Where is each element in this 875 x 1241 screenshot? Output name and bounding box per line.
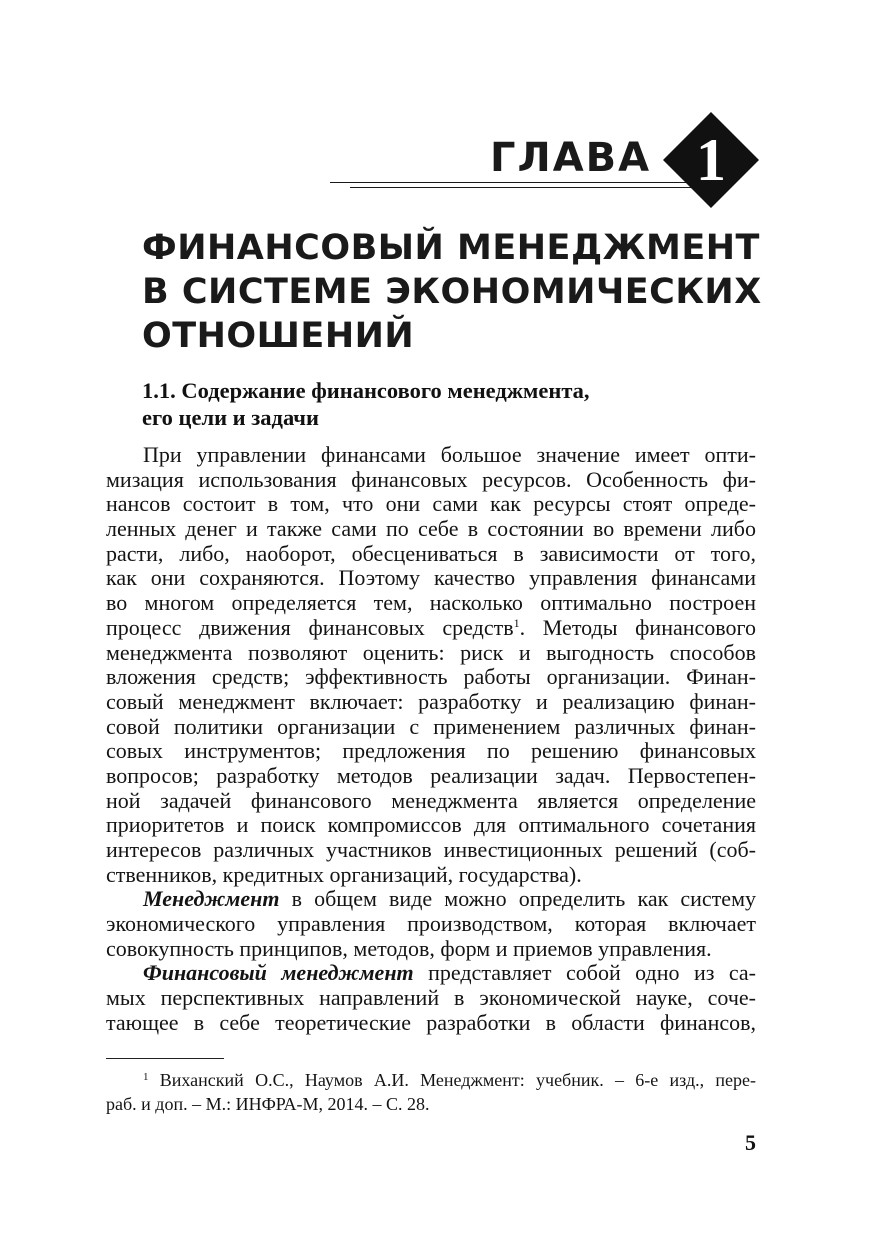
page-number: 5 xyxy=(745,1130,756,1155)
chapter-number-badge xyxy=(663,112,759,208)
text-line: интересов различных участников инвестиционных решений (соб- xyxy=(106,837,756,862)
chapter-rule xyxy=(330,182,700,183)
text-line: ной задачей финансового менеджмента является определение xyxy=(106,787,756,813)
text-segment: в общем виде можно определить как систему xyxy=(279,886,756,912)
text-line: мизация использования финансовых ресурсов. Особенность фи- xyxy=(106,466,756,492)
text-line: экономического управления производством, которая включает xyxy=(106,911,756,937)
chapter-rule xyxy=(350,187,698,188)
text-line: При управлении финансами большое значение имеет опти- xyxy=(143,442,756,467)
text-line: нансов состоит в том, что они сами как ресурсы стоят опреде- xyxy=(106,491,756,517)
footnote-mark: 1 xyxy=(143,1071,149,1083)
text-segment: представляет собой одно из са- xyxy=(413,960,756,986)
footnote-divider xyxy=(106,1058,224,1059)
section-heading-line: 1.1. Содержание финансового менеджмента, xyxy=(142,378,590,403)
footnote-line xyxy=(106,1068,756,1092)
text-line: во многом определяется тем, насколько оптимально построен xyxy=(106,590,756,616)
chapter-label: ГЛАВА xyxy=(490,135,652,181)
defined-term: Финансовый менеджмент xyxy=(143,960,414,986)
text-line xyxy=(106,616,756,641)
chapter-header xyxy=(330,100,770,210)
text-line xyxy=(106,887,756,912)
chapter-title-line: ОТНОШЕНИЙ xyxy=(142,316,415,356)
text-line: вложения средств; эффективность работы организации. Финан- xyxy=(106,664,756,690)
defined-term: Менеджмент xyxy=(143,886,280,912)
text-line: тающее в себе теоретические разработки в области финансов, xyxy=(106,1009,756,1035)
chapter-title-line: ФИНАНСОВЫЙ МЕНЕДЖМЕНТ xyxy=(142,228,760,268)
text-segment: процесс движения финансовых средств xyxy=(106,614,514,640)
text-line: вопросов; разработку методов реализации задач. Первостепен- xyxy=(106,762,756,788)
text-line: менеджмента позволяют оценить: риск и выгодность способов xyxy=(106,639,756,665)
text-line: мых перспективных направлений в экономической науке, соче- xyxy=(106,985,756,1011)
chapter-title xyxy=(142,226,782,358)
text-line: совой политики организации с применением различных финан- xyxy=(106,713,756,739)
text-line: совый менеджмент включает: разработку и реализацию финан- xyxy=(106,688,756,714)
text-line: приоритетов и поиск компромиссов для оптимального сочетания xyxy=(106,812,756,838)
section-heading-line: его цели и задачи xyxy=(142,405,319,430)
text-line: совых инструментов; предложения по решению финансовых xyxy=(106,738,756,764)
text-line: ственников, кредитных организаций, государства). xyxy=(106,861,582,887)
chapter-number: 1 xyxy=(696,127,726,193)
footnote xyxy=(106,1068,756,1116)
footnote-line: раб. и доп. – М.: ИНФРА-М, 2014. – С. 28. xyxy=(106,1094,430,1114)
footnote-reference[interactable]: 1 xyxy=(513,615,520,630)
footnote-text: Виханский О.С., Наумов А.И. Менеджмент: учебник. – 6-е изд., пере- xyxy=(148,1070,756,1090)
text-line: как они сохраняются. Поэтому качество управления финансами xyxy=(106,565,756,591)
text-segment: . Методы финансового xyxy=(519,614,756,640)
chapter-title-line: В СИСТЕМЕ ЭКОНОМИЧЕСКИХ xyxy=(142,272,762,312)
section-heading xyxy=(142,377,762,431)
text-line: совокупность принципов, методов, форм и приемов управления. xyxy=(106,935,712,961)
text-line: ленных денег и также сами по себе в состоянии во времени либо xyxy=(106,516,756,542)
text-line: расти, либо, наоборот, обесцениваться в зависимости от того, xyxy=(106,540,756,566)
body-text xyxy=(106,443,756,1036)
text-line xyxy=(106,961,756,986)
